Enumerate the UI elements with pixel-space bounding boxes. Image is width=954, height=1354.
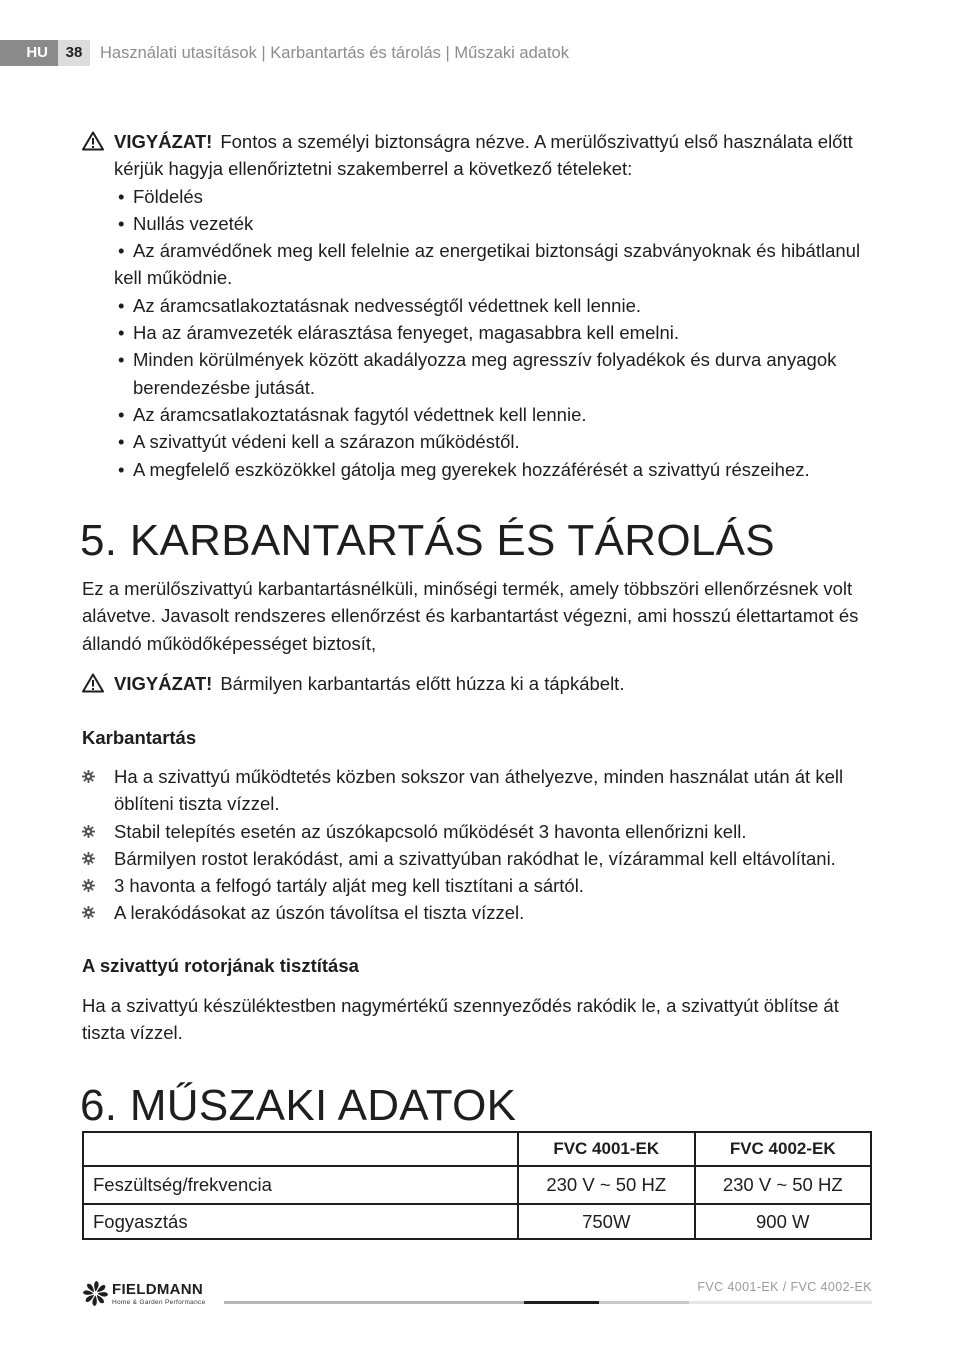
list-item: • A szivattyút védeni kell a szárazon működéstől. xyxy=(118,431,520,453)
gear-bullet-icon xyxy=(82,770,95,783)
header-title: Használati utasítások | Karbantartás és tárolás | Műszaki adatok xyxy=(100,44,569,62)
gear-bullet-icon xyxy=(82,852,95,865)
table-row xyxy=(83,1204,871,1239)
warning-triangle-icon xyxy=(82,673,104,693)
language-tag: HU xyxy=(0,40,58,66)
list-item: • Nullás vezeték xyxy=(118,212,254,234)
gear-bullet-icon xyxy=(82,879,95,892)
maintenance-warning xyxy=(82,670,872,697)
spec-table xyxy=(82,1131,872,1240)
table-header-cell: FVC 4002-EK xyxy=(695,1132,872,1166)
page-header xyxy=(0,40,954,66)
warning-triangle-icon xyxy=(82,131,104,151)
fan-logo-icon xyxy=(82,1280,109,1307)
section-title-maintenance: 5. KARBANTARTÁS ÉS TÁROLÁS xyxy=(80,516,775,565)
section-title-specs: 6. MŰSZAKI ADATOK xyxy=(80,1081,517,1130)
warning-text-2: kérjük hagyja ellenőriztetni szakemberrel a következő tételeket: xyxy=(114,158,633,180)
list-item: • Földelés xyxy=(118,185,203,207)
list-item: Ha a szivattyú működtetés közben sokszor van áthelyezve, minden használat után át kell öblíteni tiszta vízzel. xyxy=(82,763,872,818)
footer-model: FVC 4001-EK / FVC 4002-EK xyxy=(697,1280,872,1294)
table-cell: 230 V ~ 50 HZ xyxy=(695,1166,872,1204)
maintenance-intro: Ez a merülőszivattyú karbantartásnélküli, minőségi termék, amely többszöri ellenőrzésnek volt alávetve. Javasolt rendszeres ellenőrzést és karbantartást végezni, ami hosszú élettartamot és állandó működőképességet biztosít, xyxy=(82,578,859,654)
maintenance-list xyxy=(82,763,872,927)
table-cell: 230 V ~ 50 HZ xyxy=(518,1166,695,1204)
table-header-row xyxy=(83,1132,871,1166)
list-item: • Ha az áramvezeték elárasztása fenyeget, magasabbra kell emelni. xyxy=(118,322,680,344)
list-item: 3 havonta a felfogó tartály alját meg kell tisztítani a sártól. xyxy=(82,872,872,899)
warning-text: Bármilyen karbantartás előtt húzza ki a tápkábelt. xyxy=(220,673,625,694)
page-number: 38 xyxy=(58,40,90,66)
list-item: • Az áramcsatlakoztatásnak nedvességtől védettnek kell lennie. xyxy=(118,294,642,316)
table-header-cell xyxy=(83,1132,518,1166)
page-footer xyxy=(0,1270,954,1320)
table-row xyxy=(83,1166,871,1204)
list-item: • Minden körülmények között akadályozza meg agresszív folyadékok és durva anyagok berendezésbe jutását. xyxy=(118,349,837,398)
brand-tagline: Home & Garden Performance xyxy=(112,1299,206,1306)
table-cell: Feszültség/frekvencia xyxy=(83,1166,518,1204)
rotor-cleaning-text: Ha a szivattyú készüléktestben nagymértékű szennyeződés rakódik le, a szivattyút öblítse át tiszta vízzel. xyxy=(82,995,839,1044)
list-item: • Az áramcsatlakoztatásnak fagytól védettnek kell lennie. xyxy=(118,403,587,425)
table-cell: 900 W xyxy=(695,1204,872,1239)
warning-text-1: Fontos a személyi biztonságra nézve. A merülőszivattyú első használata előtt xyxy=(220,131,853,152)
table-cell: Fogyasztás xyxy=(83,1204,518,1239)
list-item: A lerakódásokat az úszón távolítsa el tiszta vízzel. xyxy=(82,899,872,926)
list-item: Bármilyen rostot lerakódást, ami a szivattyúban rakódhat le, vízárammal kell eltávolítani. xyxy=(82,845,872,872)
gear-bullet-icon xyxy=(82,906,95,919)
brand-logo xyxy=(82,1280,232,1308)
warning-label: VIGYÁZAT! xyxy=(114,131,213,152)
rotor-cleaning-heading: A szivattyú rotorjának tisztítása xyxy=(82,955,359,976)
safety-checklist xyxy=(82,183,872,483)
brand-name: FIELDMANN xyxy=(112,1281,204,1298)
warning-label: VIGYÁZAT! xyxy=(114,673,213,694)
table-header-cell: FVC 4001-EK xyxy=(518,1132,695,1166)
list-item: • Az áramvédőnek meg kell felelnie az energetikai biztonsági szabványoknak és hibátlanul kell működnie. xyxy=(114,240,861,289)
footer-rule xyxy=(224,1301,872,1304)
warning-intro xyxy=(82,128,872,183)
safety-warning xyxy=(82,128,872,483)
maintenance-heading: Karbantartás xyxy=(82,727,197,748)
gear-bullet-icon xyxy=(82,825,95,838)
table-cell: 750W xyxy=(518,1204,695,1239)
list-item: • A megfelelő eszközökkel gátolja meg gyerekek hozzáférését a szivattyú részeihez. xyxy=(118,458,810,480)
list-item: Stabil telepítés esetén az úszókapcsoló működését 3 havonta ellenőrizni kell. xyxy=(82,818,872,845)
